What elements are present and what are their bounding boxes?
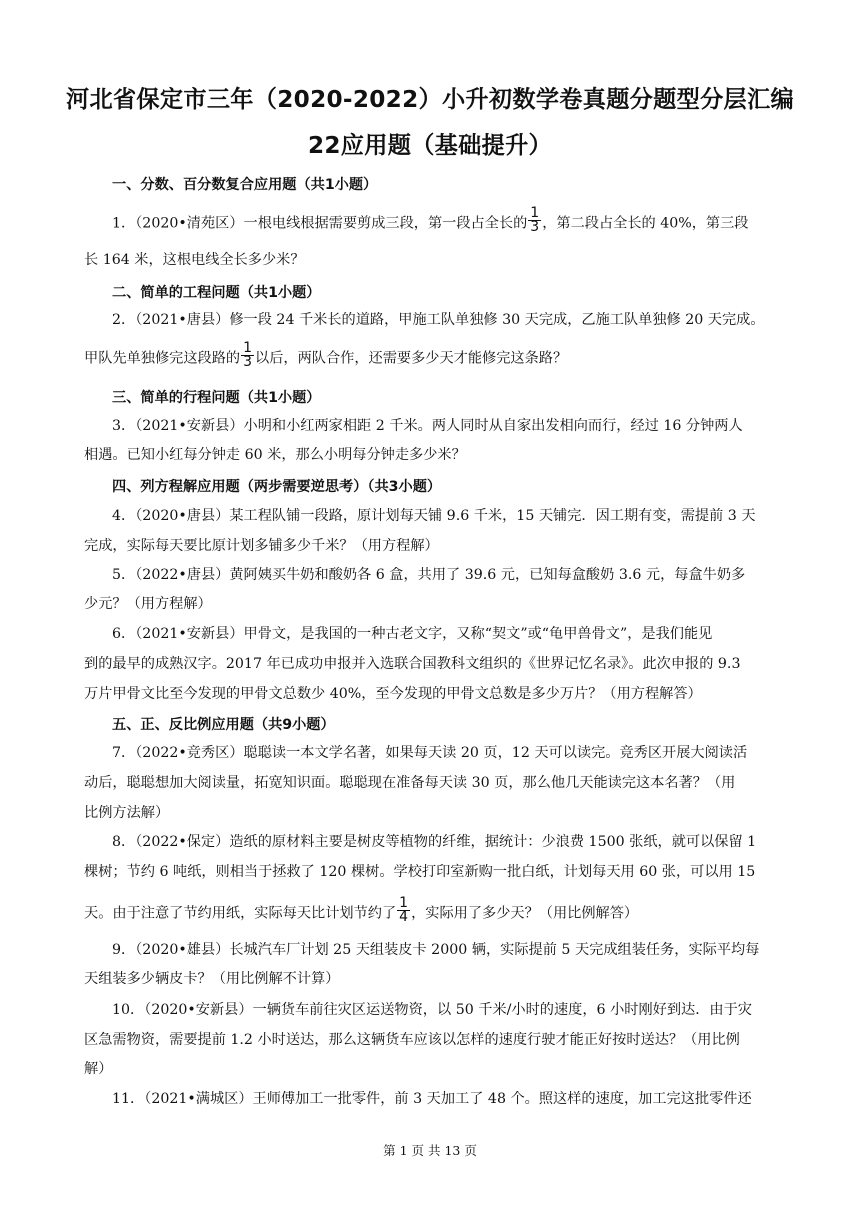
question-10-line3: 解） xyxy=(84,1061,113,1077)
question-6-line3: 万片甲骨文比至今发现的甲骨文总数少 40%，至今发现的甲骨文总数是多少万片？（用方程解答） xyxy=(84,686,702,702)
question-7-line3: 比例方法解） xyxy=(84,805,170,821)
question-10-line2: 区急需物资，需要提前 1.2 小时送达，那么这辆货车应该以怎样的速度行驶才能正好按时送达？（用比例 xyxy=(84,1032,740,1048)
question-7-line2: 动后，聪聪想加大阅读量，拓宽知识面。聪聪现在准备每天读 30 页，那么他几天能读完这本名著？（用 xyxy=(84,775,736,791)
question-8-line1: 8．（2022•保定）造纸的原材料主要是树皮等植物的纤维，据统计：少浪费 1500 张纸，就可以保留 1 xyxy=(112,834,757,850)
question-10-line1: 10．（2020•安新县）一辆货车前往灾区运送物资，以 50 千米/小时的速度，6 小时刚好到达．由于灾 xyxy=(112,1002,752,1018)
question-2-text-b: 甲队先单独修完这段路的 xyxy=(84,350,241,367)
section-heading-2: 二、简单的工程问题（共1小题） xyxy=(112,285,321,301)
question-8-line2: 棵树；节约 6 吨纸，则相当于拯救了 120 棵树。学校打印室新购一批白纸，计划每天用 60 张，可以用 15 xyxy=(84,864,756,880)
question-6-line2: 到的最早的成熟汉字。2017 年已成功申报并入选联合国教科文组织的《世界记忆名录》。此次申报的 9.3 xyxy=(84,656,741,672)
question-9-line2: 天组装多少辆皮卡？（用比例解不计算） xyxy=(84,971,340,987)
document-title-line2: 22应用题（基础提升） xyxy=(307,131,553,159)
fraction-one-third: $\frac{1}{3}$ xyxy=(530,205,540,235)
question-4-line2: 完成，实际每天要比原计划多铺多少千米？（用方程解） xyxy=(84,538,439,554)
question-1-text-b: ，第二段占全长的 40%，第三段 xyxy=(542,215,749,232)
page-footer: 第 1 页 共 13 页 xyxy=(383,1143,477,1158)
question-8-line3 xyxy=(84,895,639,927)
question-7-line1: 7．（2022•竞秀区）聪聪读一本文学名著，如果每天读 20 页，12 天可以读完。竞秀区开展大阅读活 xyxy=(112,745,748,761)
document-title-line1: 河北省保定市三年（2020-2022）小升初数学卷真题分题型分层汇编 xyxy=(66,85,794,113)
section-heading-5: 五、正、反比例应用题（共9小题） xyxy=(112,717,335,733)
question-1-line2: 长 164 米，这根电线全长多少米？ xyxy=(84,252,305,268)
question-1-text-a: 1．（2020•清苑区）一根电线根据需要剪成三段，第一段占全长的 xyxy=(112,215,528,232)
question-8-text-d: ，实际用了多少天？（用比例解答） xyxy=(411,905,639,922)
section-heading-4: 四、列方程解应用题（两步需要逆思考）（共3小题） xyxy=(112,479,442,495)
question-2-line1: 2．（2021•唐县）修一段 24 千米长的道路，甲施工队单独修 30 天完成，乙施工队单独修 20 天完成。 xyxy=(112,312,765,328)
question-3-line1: 3．（2021•安新县）小明和小红两家相距 2 千米。两人同时从自家出发相向而行，经过 16 分钟两人 xyxy=(112,418,743,434)
question-9-line1: 9．（2020•雄县）长城汽车厂计划 25 天组装皮卡 2000 辆，实际提前 5 天完成组装任务，实际平均每 xyxy=(112,942,760,958)
question-6-line1: 6．（2021•安新县）甲骨文，是我国的一种古老文字，又称“契文”或“龟甲兽骨文”，是我们能见 xyxy=(112,626,713,642)
question-2-line2 xyxy=(84,340,568,372)
fraction-one-third: $\frac{1}{3}$ xyxy=(243,340,252,370)
section-heading-1: 一、分数、百分数复合应用题（共1小题） xyxy=(112,177,378,193)
question-4-line1: 4．（2020•唐县）某工程队铺一段路，原计划每天铺 9.6 千米，15 天铺完．因工期有变，需提前 3 天 xyxy=(112,508,756,524)
question-5-line2: 少元？（用方程解） xyxy=(84,596,212,612)
question-11-line1: 11．（2021•满城区）王师傅加工一批零件，前 3 天加工了 48 个。照这样的速度，加工完这批零件还 xyxy=(112,1091,752,1107)
section-heading-3: 三、简单的行程问题（共1小题） xyxy=(112,390,321,406)
question-3-line2: 相遇。已知小红每分钟走 60 米，那么小明每分钟走多少米？ xyxy=(84,447,466,463)
question-5-line1: 5．（2022•唐县）黄阿姨买牛奶和酸奶各 6 盒，共用了 39.6 元，已知每盒酸奶 3.6 元，每盒牛奶多 xyxy=(112,567,746,583)
question-8-text-c: 天。由于注意了节约用纸，实际每天比计划节约了 xyxy=(84,905,397,922)
fraction-one-quarter: $\frac{1}{4}$ xyxy=(399,895,409,925)
question-1-line1 xyxy=(112,205,749,237)
question-2-text-c: 以后，两队合作，还需要多少天才能修完这条路？ xyxy=(255,350,568,367)
